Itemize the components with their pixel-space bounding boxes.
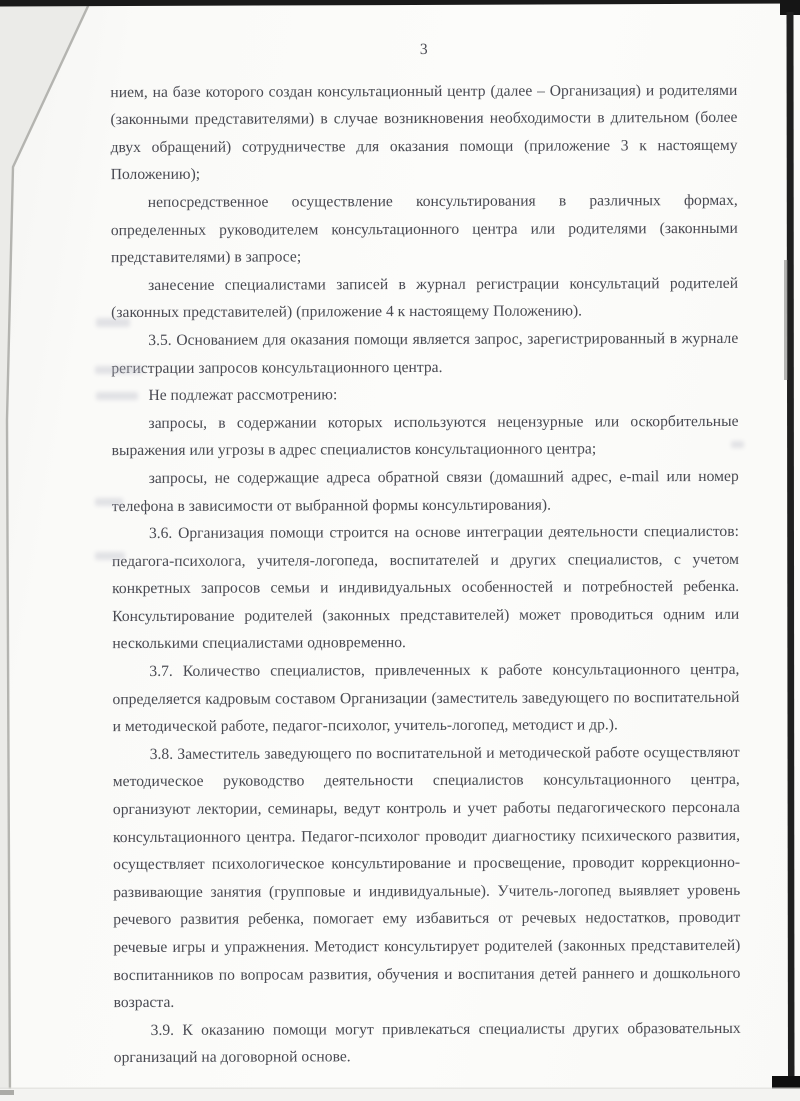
right-edge-corner [780, 0, 800, 15]
right-edge-soft [784, 260, 788, 380]
right-edge-bar [787, 12, 795, 1082]
page-number: 3 [419, 40, 428, 59]
paragraph: Не подлежат рассмотрению: [148, 386, 338, 405]
paragraph: непосредственное осуществление консультирования в различных формах, определенных руководителем консультационного центра или родителями (законными представителями) в запросе; [110, 191, 738, 267]
paragraph: запросы, не содержащие адреса обратной связи (домашний адрес, e-mail или номер телефона в зависимости от выбранной формы консультирования). [111, 467, 739, 515]
paragraph: 3.5. Основанием для оказания помощи является запрос, зарегистрированный в журнале регистрации запросов консультационного центра. [111, 329, 739, 377]
bottom-band-line [0, 1088, 800, 1090]
paragraph: занесение специалистами записей в журнал регистрации консультаций родителей (законных представителей) (приложение 4 к настоящему Положению). [111, 274, 739, 322]
bottom-band [0, 1089, 800, 1101]
bottom-right-mark [772, 1076, 800, 1093]
paragraph: 3.6. Организация помощи строится на основе интеграции деятельности специалистов: педагога-психолога, учителя-логопеда, воспитателей и других специалистов, с учетом конкретных запросов семьи и индивидуальных особенностей и потребностей ребенка. Консультирование родителей (законных представителей) может проводиться одним или несколькими специалистами одновременно. [111, 522, 740, 653]
page-edge-line [7, 4, 89, 1101]
paragraph: 3.8. Заместитель заведующего по воспитательной и методической работе осуществляют методическое руководство деятельности специалистов консультационного центра, организуют лектории, семинары, ведут контроль и учет работы педагогического персонала консультационного центра. Педагог-психолог проводит диагностику психического развития, осуществляет психологическое консультирование и просвещение, проводит коррекционно-развивающие занятия (групповые и индивидуальные). Учитель-логопед выявляет уровень речевого развития ребенка, помогает ему избавиться от речевых недостатков, проводит речевые игры и упражнения. Методист консультирует родителей (законных представителей) воспитанников по вопросам развития, обучения и воспитания детей раннего и дошкольного возраста. [112, 743, 741, 1012]
paragraph: запросы, в содержании которых используются нецензурные или оскорбительные выражения или угрозы в адрес специалистов консультационного центра; [111, 412, 739, 460]
top-edge-bar [0, 0, 800, 7]
paragraph: нием, на базе которого создан консультационный центр (далее – Организация) и родителями (законными представителями) в случае возникновения необходимости в длительном (более двух обращений) сотрудничестве для оказания помощи (приложение 3 к настоящему Положению); [110, 81, 738, 184]
bottom-left-mark [0, 1090, 14, 1095]
paragraph: 3.7. Количество специалистов, привлеченных к работе консультационного центра, определяется кадровым составом Организации (заместитель заведующего по воспитательной и методической работе, педагог-психолог, учитель-логопед, методист и др.). [112, 660, 740, 736]
paragraph: 3.9. К оказанию помощи могут привлекаться специалисты других образовательных организаций на договорной основе. [113, 1019, 741, 1067]
scanner-gray-corner [0, 4, 89, 1101]
document-body [110, 35, 741, 1072]
